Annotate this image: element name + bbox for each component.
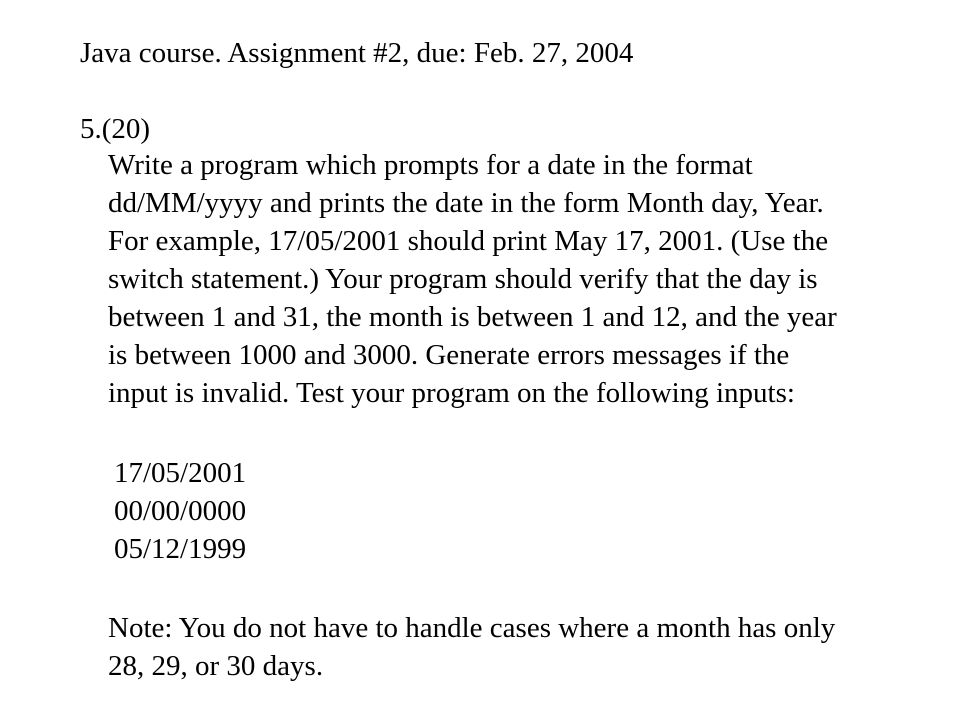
note-line: 28, 29, or 30 days. [108,650,324,682]
description-line: dd/MM/yyyy and prints the date in the form Month day, Year. [108,187,824,219]
assignment-note [108,609,928,685]
description-line: is between 1000 and 3000. Generate errors messages if the [108,339,790,371]
test-input-item: 05/12/1999 [114,533,247,565]
description-line: switch statement.) Your program should verify that the day is [108,263,818,295]
assignment-title: Java course. Assignment #2, due: Feb. 27, 2004 [80,37,634,69]
problem-number: 5.(20) [80,113,151,145]
description-line: input is invalid. Test your program on the following inputs: [108,377,795,409]
description-line: For example, 17/05/2001 should print May 17, 2001. (Use the [108,225,829,257]
note-line: Note: You do not have to handle cases where a month has only [108,612,836,644]
description-line: between 1 and 31, the month is between 1 and 12, and the year [108,301,837,333]
test-input-item: 00/00/0000 [114,495,247,527]
description-line: Write a program which prompts for a date in the format [108,149,753,181]
test-input-list [114,454,246,568]
test-input-item: 17/05/2001 [114,457,247,489]
problem-description [108,146,928,412]
